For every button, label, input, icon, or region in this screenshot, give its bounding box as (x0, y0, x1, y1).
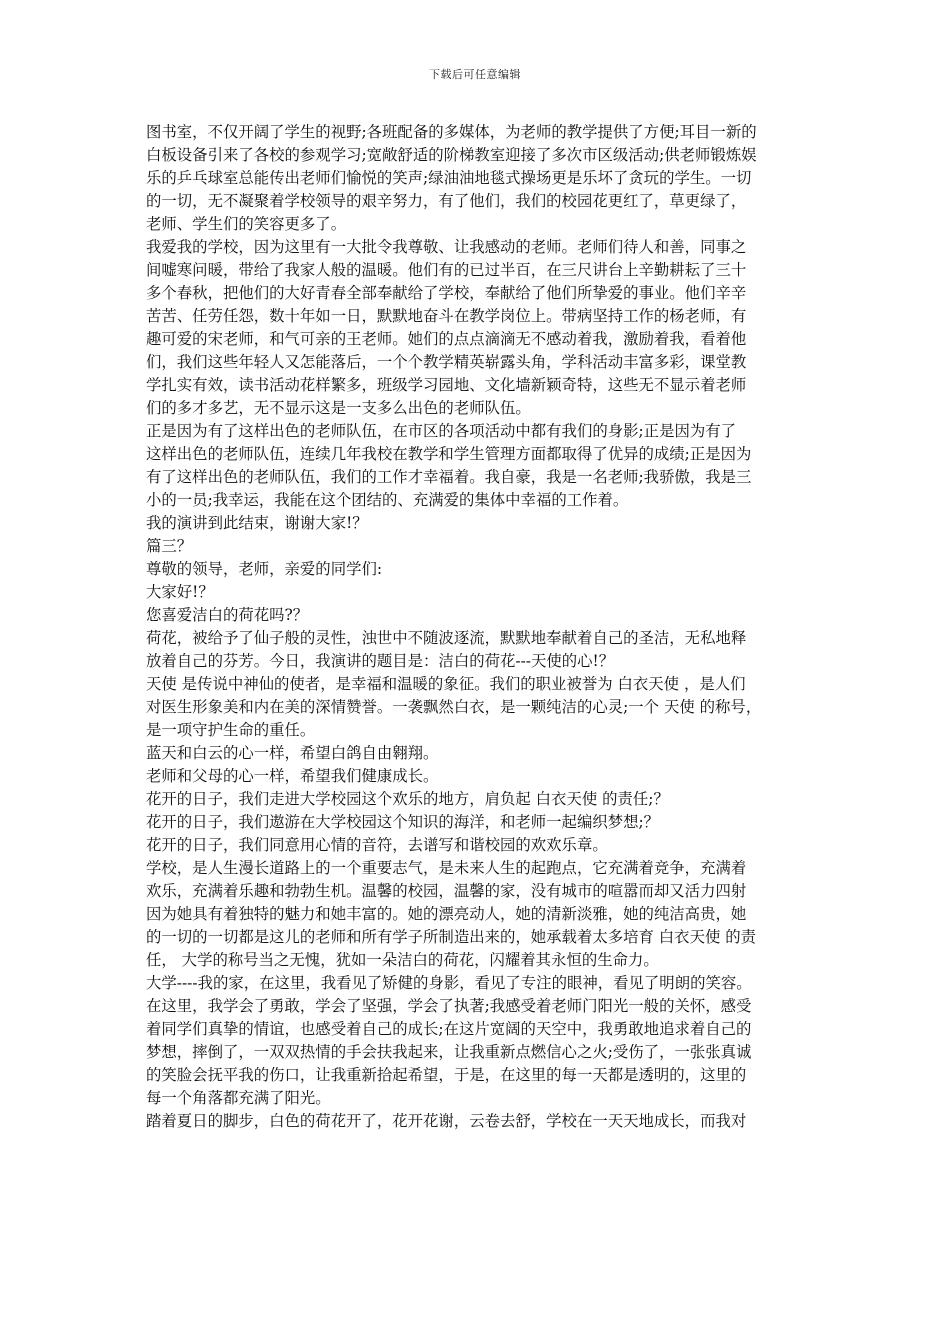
text-line: 荷花，被给予了仙子般的灵性，浊世中不随波逐流，默默地奉献着自己的圣洁，无私地释 (146, 629, 747, 647)
document-body (146, 121, 811, 1133)
text-line: 花开的日子，我们遨游在大学校园这个知识的海洋，和老师一起编织梦想;？ (146, 813, 660, 831)
text-line: 踏着夏日的脚步，白色的荷花开了，花开花谢，云卷去舒，学校在一天天地成长，而我对 (146, 1112, 747, 1130)
text-line: 这样出色的老师队伍，连续几年我校在教学和学生管理方面都取得了优异的成绩;正是因为 (146, 445, 752, 463)
text-line: 学校，是人生漫长道路上的一个重要志气，是未来人生的起跑点，它充满着竞争，充满着 (146, 859, 747, 877)
text-line: 任， 大学的称号当之无愧，犹如一朵洁白的荷花，闪耀着其永恒的生命力。 (146, 951, 659, 969)
text-line: 小的一员;我幸运，我能在这个团结的、充满爱的集体中幸福的工作着。 (146, 491, 629, 509)
text-line: 对医生形象美和内在美的深情赞誉。一袭飘然白衣，是一颗纯洁的心灵;一个 天使 的称号， (146, 698, 762, 716)
text-line: 乐的乒乓球室总能传出老师们愉悦的笑声;绿油油地毯式操场更是乐坏了贪玩的学生。一切 (146, 169, 752, 187)
text-line: 趣可爱的宋老师，和气可亲的王老师。她们的点点滴滴无不感动着我，激励着我，看着他 (146, 330, 747, 348)
text-line: 天使 是传说中神仙的使者，是幸福和温暖的象征。我们的职业被誉为 白衣天使 ，是人们 (146, 675, 746, 693)
text-line: 老师、学生们的笑容更多了。 (146, 215, 347, 233)
text-line: 我爱我的学校，因为这里有一大批令我尊敬、让我感动的老师。老师们待人和善，同事之 (146, 238, 747, 256)
text-line: 梦想，摔倒了，一双双热情的手会扶我起来，让我重新点燃信心之火;受伤了，一张张真诚 (146, 1043, 752, 1061)
text-line: 苦苦、任劳任怨，数十年如一日，默默地奋斗在教学岗位上。带病坚持工作的杨老师，有 (146, 307, 747, 325)
text-line: 的一切，无不凝聚着学校领导的艰辛努力，有了他们，我们的校园花更红了，草更绿了， (146, 192, 747, 210)
text-line: 因为她具有着独特的魅力和她丰富的。她的漂亮动人，她的清新淡雅，她的纯洁高贵，她 (146, 905, 747, 923)
text-line: 花开的日子，我们同意用心情的音符，去谱写和谐校园的欢欢乐章。 (146, 836, 608, 854)
text-line: 有了这样出色的老师队伍，我们的工作才幸福着。我自豪，我是一名老师;我骄傲，我是三 (146, 468, 752, 486)
text-line: 学扎实有效，读书活动花样繁多，班级学习园地、文化墙新颖奇特，这些无不显示着老师 (146, 376, 747, 394)
text-line: 的笑脸会抚平我的伤口，让我重新拾起希望，于是，在这里的每一天都是透明的，这里的 (146, 1066, 747, 1084)
text-line: 您喜爱洁白的荷花吗?？ (146, 606, 309, 624)
text-line: 正是因为有了这样出色的老师队伍，在市区的各项活动中都有我们的身影;正是因为有了 (146, 422, 737, 440)
text-line: 们，我们这些年轻人又怎能落后，一个个教学精英崭露头角，学科活动丰富多彩，课堂教 (146, 353, 747, 371)
text-line: 蓝天和白云的心一样，希望白鸽自由翱翔。 (146, 744, 439, 762)
text-line: 花开的日子，我们走进大学校园这个欢乐的地方，肩负起 白衣天使 的责任;？ (146, 790, 669, 808)
text-line: 间嘘寒问暖，带给了我家人般的温暖。他们有的已过半百，在三尺讲台上辛勤耕耘了三十 (146, 261, 747, 279)
text-line: 们的多才多艺，无不显示这是一支多么出色的老师队伍。 (146, 399, 531, 417)
text-line: 篇三？ (146, 537, 193, 555)
text-line: 欢乐，充满着乐趣和勃勃生机。温馨的校园，温馨的家，没有城市的喧嚣而却又活力四射 (146, 882, 747, 900)
text-line: 放着自己的芬芳。今日，我演讲的题目是：洁白的荷花---天使的心!？ (146, 652, 615, 670)
text-line: 大学----我的家，在这里，我看见了矫健的身影，看见了专注的眼神，看见了明朗的笑容。 (146, 974, 752, 992)
text-line: 图书室，不仅开阔了学生的视野;各班配备的多媒体，为老师的教学提供了方便;耳目一新的 (146, 123, 757, 141)
text-line: 尊敬的领导，老师，亲爱的同学们: (146, 560, 383, 578)
text-line: 每一个角落都充满了阳光。 (146, 1089, 331, 1107)
text-line: 白板设备引来了各校的参观学习;宽敞舒适的阶梯教室迎接了多次市区级活动;供老师锻炼娱 (146, 146, 757, 164)
text-line: 大家好!？ (146, 583, 214, 601)
text-line: 的一切的一切都是这儿的老师和所有学子所制造出来的，她承载着太多培育 白衣天使 的责 (146, 928, 757, 946)
page-header: 下载后可任意编辑 (429, 68, 521, 81)
text-line: 在这里，我学会了勇敢，学会了坚强，学会了执著;我感受着老师门阳光一般的关怀，感受 (146, 997, 752, 1015)
text-line: 是一项守护生命的重任。 (146, 721, 316, 739)
text-line: 我的演讲到此结束，谢谢大家!？ (146, 514, 368, 532)
text-line: 着同学们真挚的情谊，也感受着自己的成长;在这片宽阔的天空中，我勇敢地追求着自己的 (146, 1020, 752, 1038)
text-line: 多个春秋，把他们的大好青春全部奉献给了学校，奉献给了他们所挚爱的事业。他们辛辛 (146, 284, 747, 302)
text-line: 老师和父母的心一样，希望我们健康成长。 (146, 767, 439, 785)
